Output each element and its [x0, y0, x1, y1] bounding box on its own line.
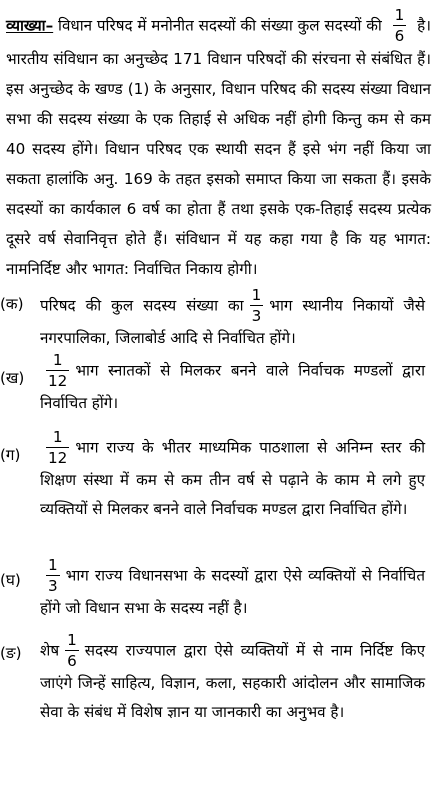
list-item-gha	[0, 558, 425, 623]
list-item-text	[40, 430, 425, 524]
fraction-numerator: 1	[46, 353, 69, 371]
item-text-before: परिषद की कुल सदस्य संख्या का	[40, 296, 244, 315]
fraction-numerator: 1	[46, 430, 69, 448]
explanation-label: व्याख्या–	[6, 16, 54, 35]
list-marker: (ग)	[0, 446, 21, 464]
fraction-numerator: 1	[393, 8, 407, 26]
item-text-after: भाग राज्य विधानसभा के सदस्यों द्वारा ऐसे व्यक्तियों से निर्वाचित होंगे जो विधान सभा के सदस्य नहीं है।	[40, 566, 425, 618]
list-item-kha	[0, 353, 425, 418]
list-marker: (ख)	[0, 369, 25, 387]
list-item-text	[40, 353, 425, 418]
item-fraction	[46, 430, 69, 466]
list-item-text	[40, 633, 425, 727]
document-page	[6, 8, 431, 284]
fraction-denominator: 6	[67, 652, 77, 671]
item-fraction	[65, 633, 79, 669]
list-marker: (घ)	[0, 571, 21, 589]
list-marker: (ङ)	[0, 644, 22, 662]
fraction-numerator: 1	[65, 633, 79, 651]
fraction-numerator: 1	[46, 558, 60, 576]
item-fraction	[46, 558, 60, 594]
item-fraction	[250, 288, 264, 324]
fraction-denominator: 6	[394, 27, 405, 46]
item-text-after: भाग राज्य के भीतर माध्यमिक पाठशाला से अनिम्न स्तर की शिक्षण संस्था में कम से कम तीन वर्ष से पढ़ाने के काम मे लगे हुए व्यक्तियों से मिलकर बनने वाले निर्वाचक मण्डल द्वारा निर्वाचित होंगे।	[40, 438, 425, 519]
item-fraction	[46, 353, 69, 389]
explanation-fraction	[393, 8, 407, 44]
fraction-denominator: 12	[48, 372, 68, 391]
item-text-after: भाग स्नातकों से मिलकर बनने वाले निर्वाचक मण्डलों द्वारा निर्वाचित होंगे।	[40, 361, 425, 413]
fraction-denominator: 12	[48, 449, 68, 468]
list-item-ka	[0, 288, 425, 353]
explanation-text-part2: है। भारतीय संविधान का अनुच्छेद 171 विधान परिषदों की संरचना से संबंधित हैं। इस अनुच्छेद के खण्ड (1) के अनुसार, विधान परिषद की सदस्य संख्या विधान सभा की सदस्य संख्या के एक तिहाई से अधिक नहीं होगी किन्तु कम से कम 40 सदस्य होंगे। विधान परिषद एक स्थायी सदन हैं इसे भंग नहीं किया जा सकता हालांकि अनु. 169 के तहत इसको समाप्त किया जा सकता हैं। इसके सदस्यों का कार्यकाल 6 वर्ष का होता हैं तथा इसके एक-तिहाई सदस्य प्रत्येक दूसरे वर्ष सेवानिवृत्त होते हैं। संविधान में यह कहा गया है कि यह भागत: नामनिर्दिष्ट और भागत: निर्वाचित निकाय होगी।	[6, 16, 431, 279]
list-item-text	[40, 558, 425, 623]
item-text-before: शेष	[40, 641, 60, 660]
list-item-text	[40, 288, 425, 353]
item-text-after: भाग स्थानीय निकायों जैसे नगरपालिका, जिलाबोर्ड आदि से निर्वाचित होंगे।	[40, 296, 426, 348]
explanation-paragraph	[6, 8, 431, 284]
fraction-denominator: 3	[251, 307, 262, 326]
fraction-numerator: 1	[250, 288, 264, 306]
list-item-nga	[0, 633, 425, 727]
list-marker: (क)	[0, 295, 24, 313]
item-text-after: सदस्य राज्यपाल द्वारा ऐसे व्यक्तियों में से नाम निर्दिष्ट किए जाएंगे जिन्हें साहित्य, विज्ञान, कला, सहकारी आंदोलन और सामाजिक सेवा के संबंध में विशेष ज्ञान या जानकारी का अनुभव है।	[40, 641, 425, 722]
list-item-ga	[0, 430, 425, 524]
explanation-text-part1: विधान परिषद में मनोनीत सदस्यों की संख्या कुल सदस्यों की	[58, 16, 382, 35]
fraction-denominator: 3	[48, 577, 58, 596]
